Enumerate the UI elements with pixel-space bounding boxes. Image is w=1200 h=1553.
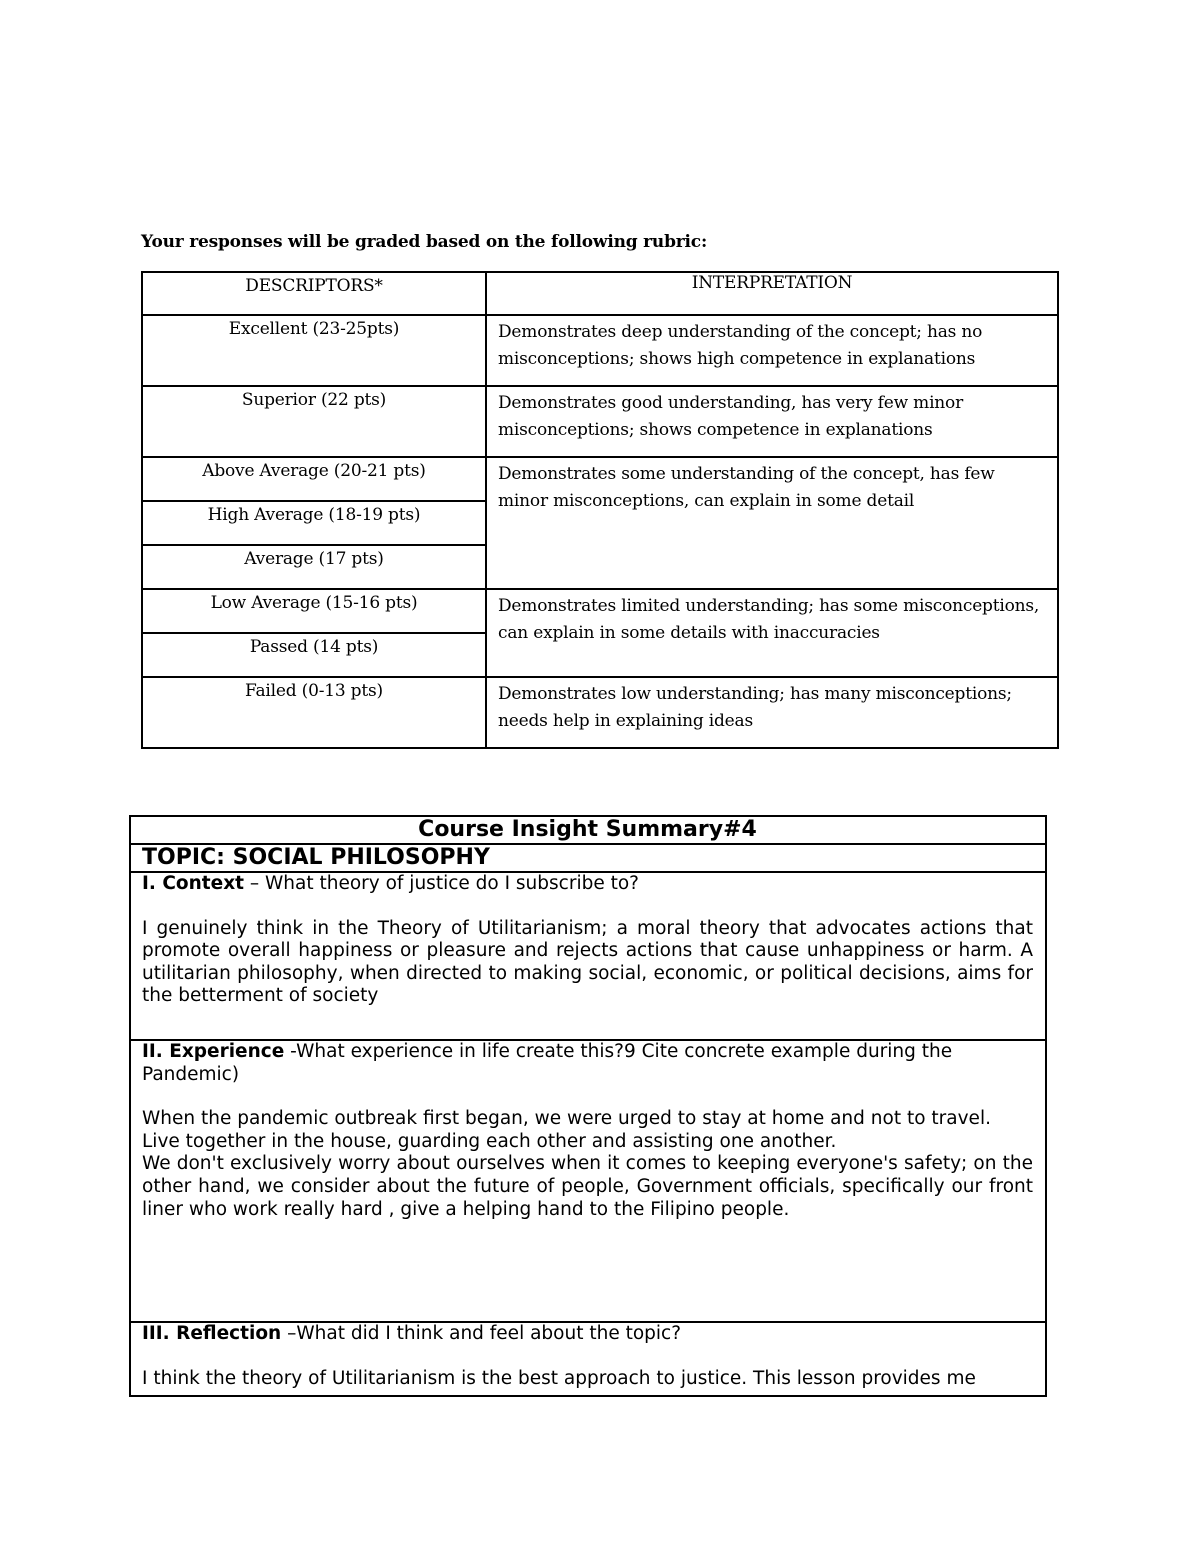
experience-paragraph: We don't exclusively worry about ourselves when it comes to keeping everyone's safety; on the other hand, we consider about the future of people, Government officials, specifically our front liner who work really hard , give a helping hand to the Filipino people. xyxy=(142,1153,1033,1220)
context-prompt: – What theory of justice do I subscribe to? xyxy=(243,873,639,894)
reflection-heading xyxy=(142,1323,1033,1346)
descriptor-low-average: Low Average (15-16 pts) xyxy=(142,589,486,633)
rubric-row-superior xyxy=(142,386,1058,457)
interpretation-low-group: Demonstrates limited understanding; has some misconceptions, can explain in some details with inaccuracies xyxy=(486,589,1058,677)
experience-paragraph: Live together in the house, guarding each other and assisting one another. xyxy=(142,1130,837,1152)
context-body: I genuinely think in the Theory of Utilitarianism; a moral theory that advocates actions that promote overall happiness or pleasure and rejects actions that cause unhappiness or harm. A utilitarian philosophy, when directed to making social, economic, or political decisions, aims for the betterment of society xyxy=(142,917,1033,1007)
summary-topic: TOPIC: SOCIAL PHILOSOPHY xyxy=(130,844,1046,872)
experience-prompt: -What experience in life create this?9 Cite concrete example during the Pandemic) xyxy=(142,1041,953,1085)
descriptor-above-average: Above Average (20-21 pts) xyxy=(142,457,486,501)
rubric-row-low-average xyxy=(142,589,1058,633)
rubric-row-failed xyxy=(142,677,1058,748)
descriptor-superior: Superior (22 pts) xyxy=(142,386,486,457)
reflection-label: III. Reflection xyxy=(142,1323,282,1344)
context-section xyxy=(130,872,1046,1040)
interpretation-failed: Demonstrates low understanding; has many misconceptions; needs help in explaining ideas xyxy=(486,677,1058,748)
reflection-prompt: –What did I think and feel about the topic? xyxy=(281,1323,682,1344)
experience-label: II. Experience xyxy=(142,1041,285,1062)
interpretation-header: INTERPRETATION xyxy=(486,272,1058,315)
rubric-header-row xyxy=(142,272,1058,315)
experience-section xyxy=(130,1040,1046,1322)
descriptor-average: Average (17 pts) xyxy=(142,545,486,589)
descriptor-excellent: Excellent (23-25pts) xyxy=(142,315,486,386)
rubric-table xyxy=(141,271,1059,749)
descriptor-passed: Passed (14 pts) xyxy=(142,633,486,677)
reflection-section xyxy=(130,1322,1046,1396)
descriptor-high-average: High Average (18-19 pts) xyxy=(142,501,486,545)
rubric-intro: Your responses will be graded based on the following rubric: xyxy=(141,232,708,252)
rubric-row-above-average xyxy=(142,457,1058,501)
experience-heading xyxy=(142,1041,1033,1086)
descriptor-failed: Failed (0-13 pts) xyxy=(142,677,486,748)
context-label: I. Context xyxy=(142,873,244,894)
interpretation-superior: Demonstrates good understanding, has very few minor misconceptions; shows competence in explanations xyxy=(486,386,1058,457)
interpretation-excellent: Demonstrates deep understanding of the concept; has no misconceptions; shows high competence in explanations xyxy=(486,315,1058,386)
experience-body xyxy=(142,1108,1033,1221)
context-heading xyxy=(142,873,1033,896)
summary-title: Course Insight Summary#4 xyxy=(130,816,1046,844)
experience-paragraph: When the pandemic outbreak first began, we were urged to stay at home and not to travel. xyxy=(142,1108,991,1130)
interpretation-average-group: Demonstrates some understanding of the concept, has few minor misconceptions, can explain in some detail xyxy=(486,457,1058,589)
descriptors-header: DESCRIPTORS* xyxy=(142,272,486,315)
reflection-body: I think the theory of Utilitarianism is the best approach to justice. This lesson provides me xyxy=(142,1367,976,1389)
course-insight-summary-table xyxy=(129,815,1047,1397)
rubric-row-excellent xyxy=(142,315,1058,386)
